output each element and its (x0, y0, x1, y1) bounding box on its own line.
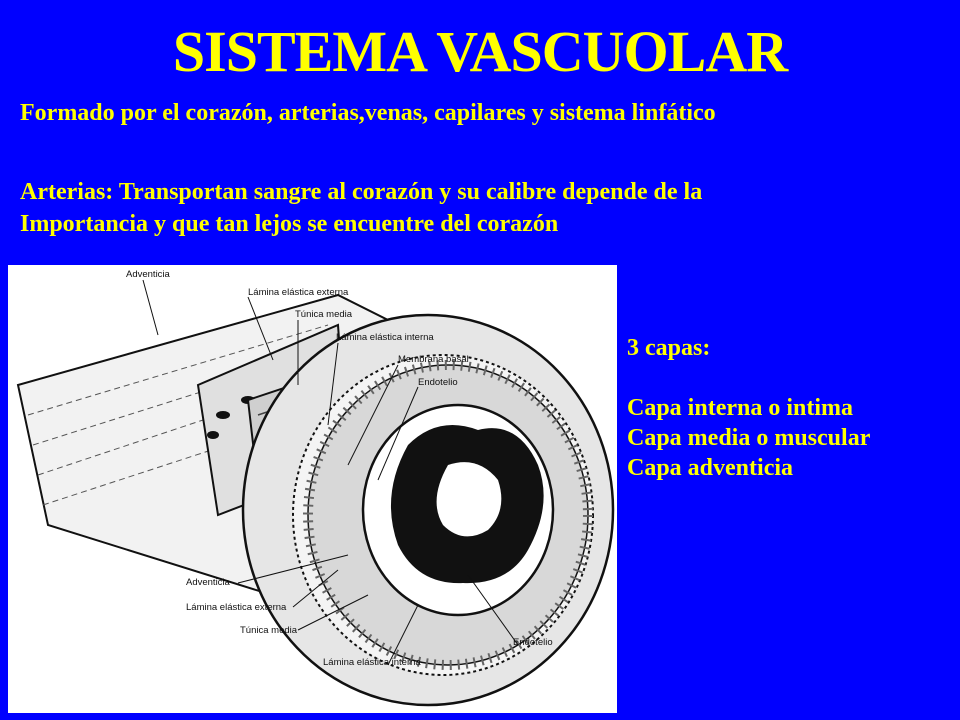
label-lamina-interna-bottom: Lámina elástica interna (323, 657, 421, 668)
label-adventicia-bottom: Adventicia (186, 577, 230, 588)
layers-list (627, 333, 870, 483)
lumen-highlight (437, 462, 502, 536)
lamina-fenestra (207, 431, 219, 439)
label-lamina-interna-top: Lámina elástica interna (336, 332, 434, 343)
intro-text: Formado por el corazón, arterias,venas, capilares y sistema linfático (20, 100, 716, 126)
label-adventicia-top: Adventicia (126, 269, 170, 280)
label-tunica-media-top: Túnica media (295, 309, 353, 320)
artery-diagram (8, 265, 617, 713)
layers-heading: 3 capas: (627, 335, 711, 361)
label-endotelio-top: Endotelio (418, 377, 458, 388)
label-lamina-externa-bottom: Lámina elástica externa (186, 602, 287, 613)
arteries-line-2: Importancia y que tan lejos se encuentre del corazón (20, 211, 559, 237)
layer-item-media: Capa media o muscular (627, 425, 871, 451)
layer-item-adventicia: Capa adventicia (627, 455, 794, 481)
artery-illustration (8, 265, 617, 713)
label-endotelio-bottom: Endotelio (513, 637, 553, 648)
arteries-description (20, 176, 950, 240)
arteries-line-1: Arterias: Transportan sangre al corazón y su calibre depende de la (20, 179, 703, 205)
label-lamina-externa-top: Lámina elástica externa (248, 287, 349, 298)
label-tunica-media-bottom: Túnica media (240, 625, 298, 636)
layer-item-intima: Capa interna o intima (627, 395, 854, 421)
page-title: SISTEMA VASCUOLAR (172, 19, 788, 84)
lamina-fenestra (216, 411, 230, 419)
label-membrana-basal: Membrana basal (398, 354, 469, 365)
